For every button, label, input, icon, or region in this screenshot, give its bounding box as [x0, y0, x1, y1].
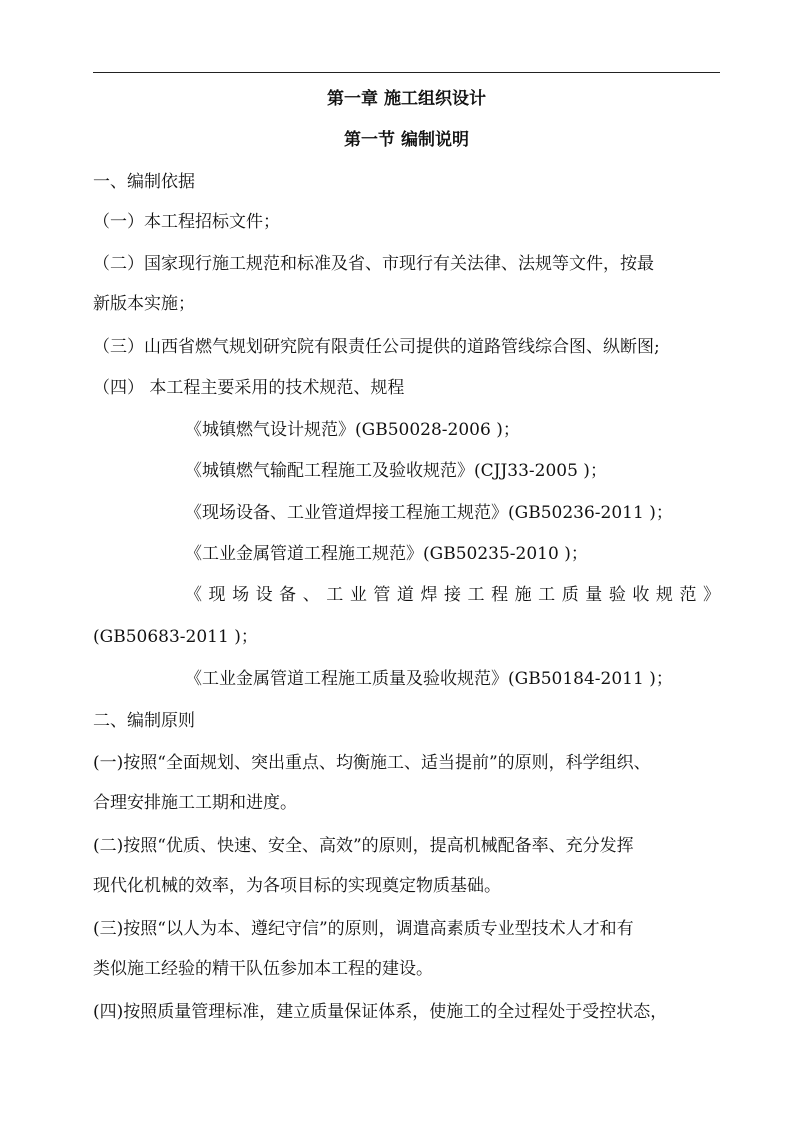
section-title: 第一节 编制说明 [344, 130, 469, 150]
spec-item-continued: (GB50683-2011 )； [93, 627, 258, 647]
part2-heading: 二、编制原则 [93, 711, 195, 731]
basis-item-1: （一）本工程招标文件； [93, 212, 280, 232]
spec-item: 《现场设备、工业管道焊接工程施工质量验收规范》 [185, 585, 720, 605]
principle-2-line2: 现代化机械的效率，为各项目标的实现奠定物质基础。 [93, 876, 501, 896]
basis-item-3: （三）山西省燃气规划研究院有限责任公司提供的道路管线综合图、纵断图; [93, 337, 660, 357]
header-rule [93, 72, 720, 73]
spec-item: 《现场设备、工业管道焊接工程施工规范》(GB50236-2011 )； [185, 503, 673, 523]
spec-item: 《工业金属管道工程施工规范》(GB50235-2010 )； [185, 544, 588, 564]
spec-item: 《工业金属管道工程施工质量及验收规范》(GB50184-2011 )； [185, 669, 673, 689]
basis-item-4: （四） 本工程主要采用的技术规范、规程 [93, 378, 405, 398]
principle-3-line1: (三)按照“以人为本、遵纪守信”的原则，调遣高素质专业型技术人才和有 [93, 919, 634, 939]
part1-heading: 一、编制依据 [93, 172, 195, 192]
principle-2-line1: (二)按照“优质、快速、安全、高效”的原则，提高机械配备率、充分发挥 [93, 836, 634, 856]
principle-4-line1: (四)按照质量管理标准，建立质量保证体系，使施工的全过程处于受控状态， [93, 1002, 668, 1022]
spec-item: 《城镇燃气设计规范》(GB50028-2006 )； [185, 420, 520, 440]
spec-item: 《城镇燃气输配工程施工及验收规范》(CJJ33-2005 )； [185, 461, 607, 481]
chapter-title: 第一章 施工组织设计 [327, 89, 486, 109]
principle-1-line1: (一)按照“全面规划、突出重点、均衡施工、适当提前”的原则，科学组织、 [93, 753, 651, 773]
basis-item-2-line1: （二）国家现行施工规范和标准及省、市现行有关法律、法规等文件，按最 [93, 254, 654, 274]
basis-item-2-line2: 新版本实施； [93, 294, 195, 314]
principle-1-line2: 合理安排施工工期和进度。 [93, 793, 297, 813]
principle-3-line2: 类似施工经验的精干队伍参加本工程的建设。 [93, 959, 433, 979]
